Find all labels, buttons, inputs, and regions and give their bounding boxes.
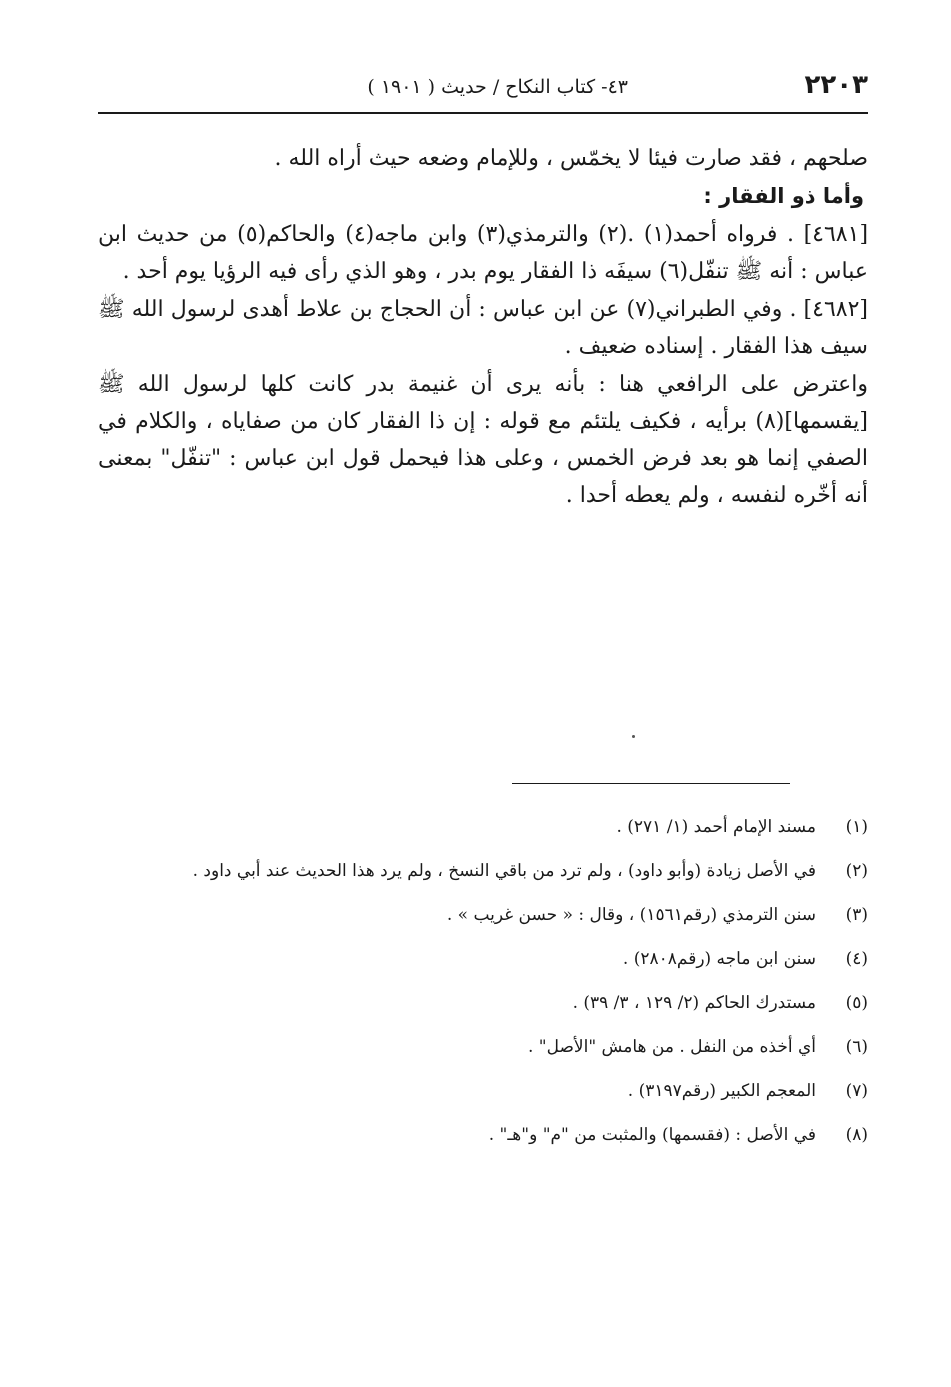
footnote-item	[98, 856, 868, 886]
footnote-item	[98, 988, 868, 1018]
main-text	[98, 140, 868, 515]
footnote-number: (٦)	[845, 1037, 868, 1057]
footnote-item	[98, 812, 868, 842]
footnote-text: في الأصل زيادة (وأبو داود) ، ولم ترد من باقي النسخ ، ولم يرد هذا الحديث عند أبي داود .	[192, 861, 816, 881]
footnote-item	[98, 1032, 868, 1062]
footnote-number: (٤)	[845, 949, 868, 969]
footnote-item	[98, 1120, 868, 1150]
footnote-text: مسند الإمام أحمد (١/ ٢٧١) .	[616, 817, 816, 837]
footnote-text: في الأصل : (فقسمها) والمثبت من "م" و"هـ" .	[488, 1125, 816, 1145]
running-title: ٤٣- كتاب النكاح / حديث ( ١٩٠١ )	[367, 76, 628, 98]
footnote-text: المعجم الكبير (رقم٣١٩٧) .	[627, 1081, 816, 1101]
paragraph-1: صلحهم ، فقد صارت فيئا لا يخمّس ، وللإمام وضعه حيث أراه الله .	[274, 146, 868, 171]
footnote-separator	[512, 783, 790, 784]
paragraph-3: [٤٦٨٢] . وفي الطبراني(٧) عن ابن عباس : أن الحجاج بن علاط أهدى لرسول الله ﷺ سيف هذا الفقار . إسناده ضعيف .	[98, 297, 868, 359]
paragraph-2: [٤٦٨١] . فرواه أحمد(١) .(٢) والترمذي(٣) وابن ماجه(٤) والحاكم(٥) من حديث ابن عباس : أنه ﷺ تنفّل(٦) سيفَه ذا الفقار يوم بدر ، وهو الذي رأى فيه الرؤيا يوم أحد .	[98, 222, 869, 284]
footnote-item	[98, 1076, 868, 1106]
footnote-number: (٣)	[845, 905, 868, 925]
footnotes	[98, 812, 868, 1164]
footnote-number: (٧)	[845, 1081, 868, 1101]
ink-dot	[632, 735, 635, 738]
footnote-number: (١)	[845, 817, 868, 837]
page-number: ٢٢٠٣	[804, 70, 868, 100]
header-rule	[98, 112, 868, 114]
footnote-text: سنن الترمذي (رقم١٥٦١) ، وقال : « حسن غريب » .	[446, 905, 816, 925]
footnote-number: (٨)	[845, 1125, 868, 1145]
section-heading: وأما ذو الفقار :	[703, 184, 864, 208]
page-header	[98, 70, 868, 110]
paragraph-4: واعترض على الرافعي هنا : بأنه يرى أن غنيمة بدر كانت كلها لرسول الله ﷺ [يقسمها](٨) برأيه ، فكيف يلتئم مع قوله : إن ذا الفقار كان من صفاياه ، والكلام في الصفي إنما هو بعد فرض الخمس ، وعلى هذا فيحمل قول ابن عباس : "تنفّل" بمعنى أنه أخّره لنفسه ، ولم يعطه أحدا .	[98, 372, 868, 508]
footnote-item	[98, 944, 868, 974]
footnote-item	[98, 900, 868, 930]
footnote-text: سنن ابن ماجه (رقم٢٨٠٨) .	[622, 949, 816, 969]
footnote-text: مستدرك الحاكم (٢/ ١٢٩ ، ٣/ ٣٩) .	[572, 993, 816, 1013]
footnote-number: (٥)	[845, 993, 868, 1013]
footnote-text: أي أخذه من النفل . من هامش "الأصل" .	[527, 1037, 816, 1057]
footnote-number: (٢)	[845, 861, 868, 881]
